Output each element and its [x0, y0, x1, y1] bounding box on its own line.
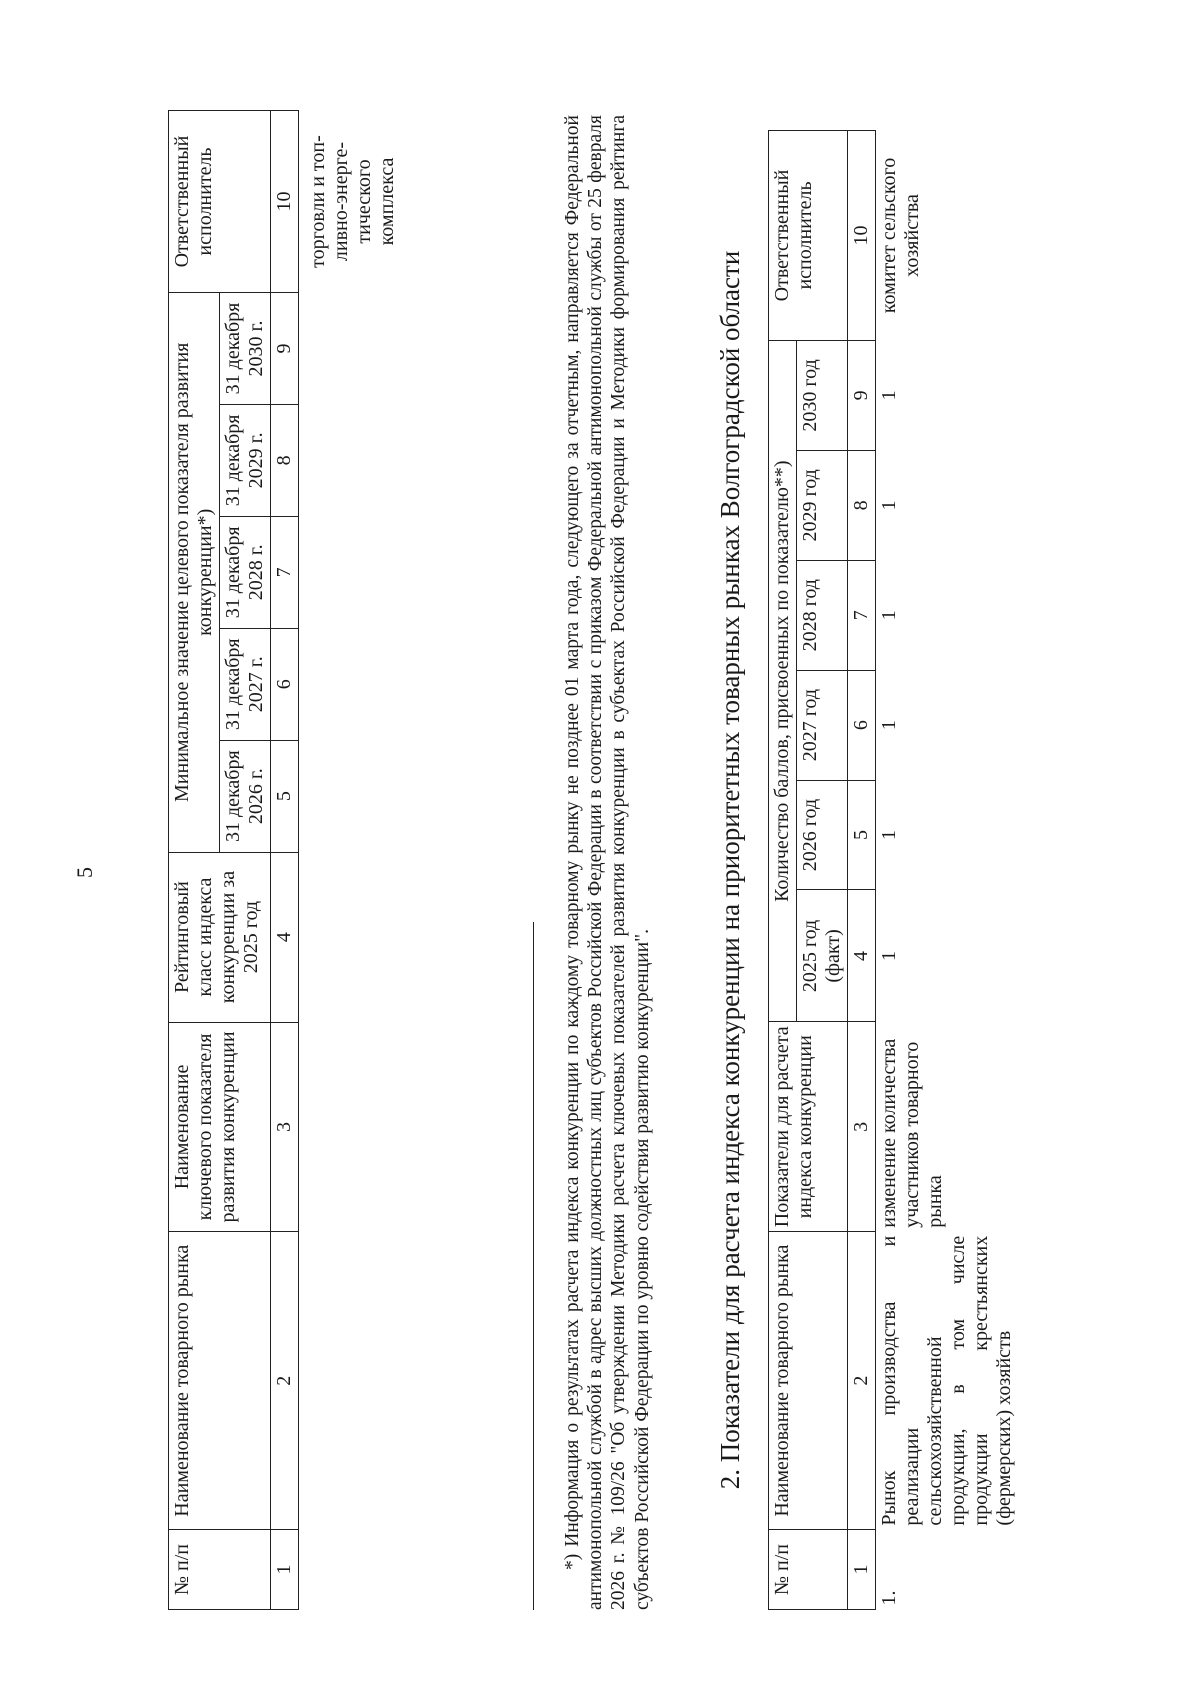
page-number: 5	[72, 867, 97, 878]
header-responsible: Ответственный исполнитель	[169, 111, 271, 293]
row-value: 1	[878, 610, 900, 621]
column-number: 9	[848, 340, 876, 450]
header-points: Количество баллов, присвоенных по показателю**)	[769, 340, 797, 1021]
header-year: 2026 год	[797, 780, 848, 890]
header-market: Наименование товарного рынка	[169, 1232, 271, 1530]
footnote: *) Информация о результатах расчета индекса конкуренции по каждому товарному рынку не позднее 01 марта года, следующего за отчетным, направляется Федеральной антимонопольной службой в адрес высших должностных лиц субъектов Российской Федерации в соответствии с приказом Федеральной антимонопольной службы от 25 февраля 2026 г. № 109/26 "Об утверждении Методики расчета ключевых показателей развития конкуренции в субъектах Российской Федерации и Методики формирования рейтинга субъектов Российской Федерации по уровню содействия развитию конкуренции".	[561, 115, 653, 1610]
header-responsible: Ответственный исполнитель	[769, 131, 848, 341]
row-value: 1	[878, 500, 900, 511]
column-number: 4	[271, 852, 299, 1022]
competition-index-table	[768, 130, 1018, 1610]
header-date: 31 декабря 2026 г.	[220, 740, 271, 852]
row-value: 1	[878, 390, 900, 401]
table-row	[876, 131, 1019, 1610]
column-number: 8	[848, 450, 876, 560]
header-year: 2028 год	[797, 560, 848, 670]
row-value: 1	[878, 950, 900, 961]
column-number: 10	[271, 111, 299, 293]
column-number: 3	[271, 1022, 299, 1232]
column-number: 6	[848, 670, 876, 780]
column-number: 1	[848, 1530, 876, 1610]
row-num: 1.	[878, 1590, 900, 1606]
column-number: 6	[271, 628, 299, 740]
header-indicator: Наименование ключевого показателя развития конкуренции	[169, 1022, 271, 1232]
column-number: 1	[271, 1530, 299, 1610]
header-date: 31 декабря 2028 г.	[220, 516, 271, 628]
target-indicators-table	[168, 110, 401, 1610]
row-responsible: комитет сельского хозяйства	[878, 157, 923, 314]
column-number: 5	[848, 780, 876, 890]
section-heading: 2. Показатели для расчета индекса конкуренции на приоритетных товарных рынках Волгоградской области	[715, 250, 745, 1490]
header-year: 2025 год (факт)	[797, 890, 848, 1022]
header-date: 31 декабря 2029 г.	[220, 404, 271, 516]
header-market: Наименование товарного рынка	[769, 1232, 848, 1530]
column-number: 9	[271, 293, 299, 405]
row-value: 1	[878, 720, 900, 731]
header-year: 2027 год	[797, 670, 848, 780]
header-rating: Рейтинговый класс индекса конкуренции за 2025 год	[169, 852, 271, 1022]
column-number: 2	[848, 1232, 876, 1530]
header-year: 2030 год	[797, 340, 848, 450]
header-date: 31 декабря 2027 г.	[220, 628, 271, 740]
header-min-value: Минимальное значение целевого показателя развития конкуренции*)	[169, 293, 220, 853]
column-number: 7	[848, 560, 876, 670]
column-number: 10	[848, 131, 876, 341]
column-number: 7	[271, 516, 299, 628]
footnote-divider	[533, 922, 534, 1610]
column-number: 4	[848, 890, 876, 1022]
column-number: 3	[848, 1022, 876, 1232]
row-indicator: изменение количества участников товарного рынка	[878, 1038, 946, 1228]
row-market: Рынок производства и реализации сельскохозяйственной продукции, в том числе продукции крестьянских (фермерских) хозяйств	[878, 1235, 1015, 1526]
header-year: 2029 год	[797, 450, 848, 560]
column-number: 5	[271, 740, 299, 852]
header-num: № п/п	[769, 1530, 848, 1610]
header-date: 31 декабря 2030 г.	[220, 293, 271, 405]
column-number: 2	[271, 1232, 299, 1530]
row-value: 1	[878, 830, 900, 841]
continuation-responsible: торговли и топ-ливно-энерге-тического комплекса	[307, 135, 398, 268]
column-number: 8	[271, 404, 299, 516]
header-num: № п/п	[169, 1530, 271, 1610]
header-indicators: Показатели для расчета индекса конкуренции	[769, 1022, 848, 1232]
